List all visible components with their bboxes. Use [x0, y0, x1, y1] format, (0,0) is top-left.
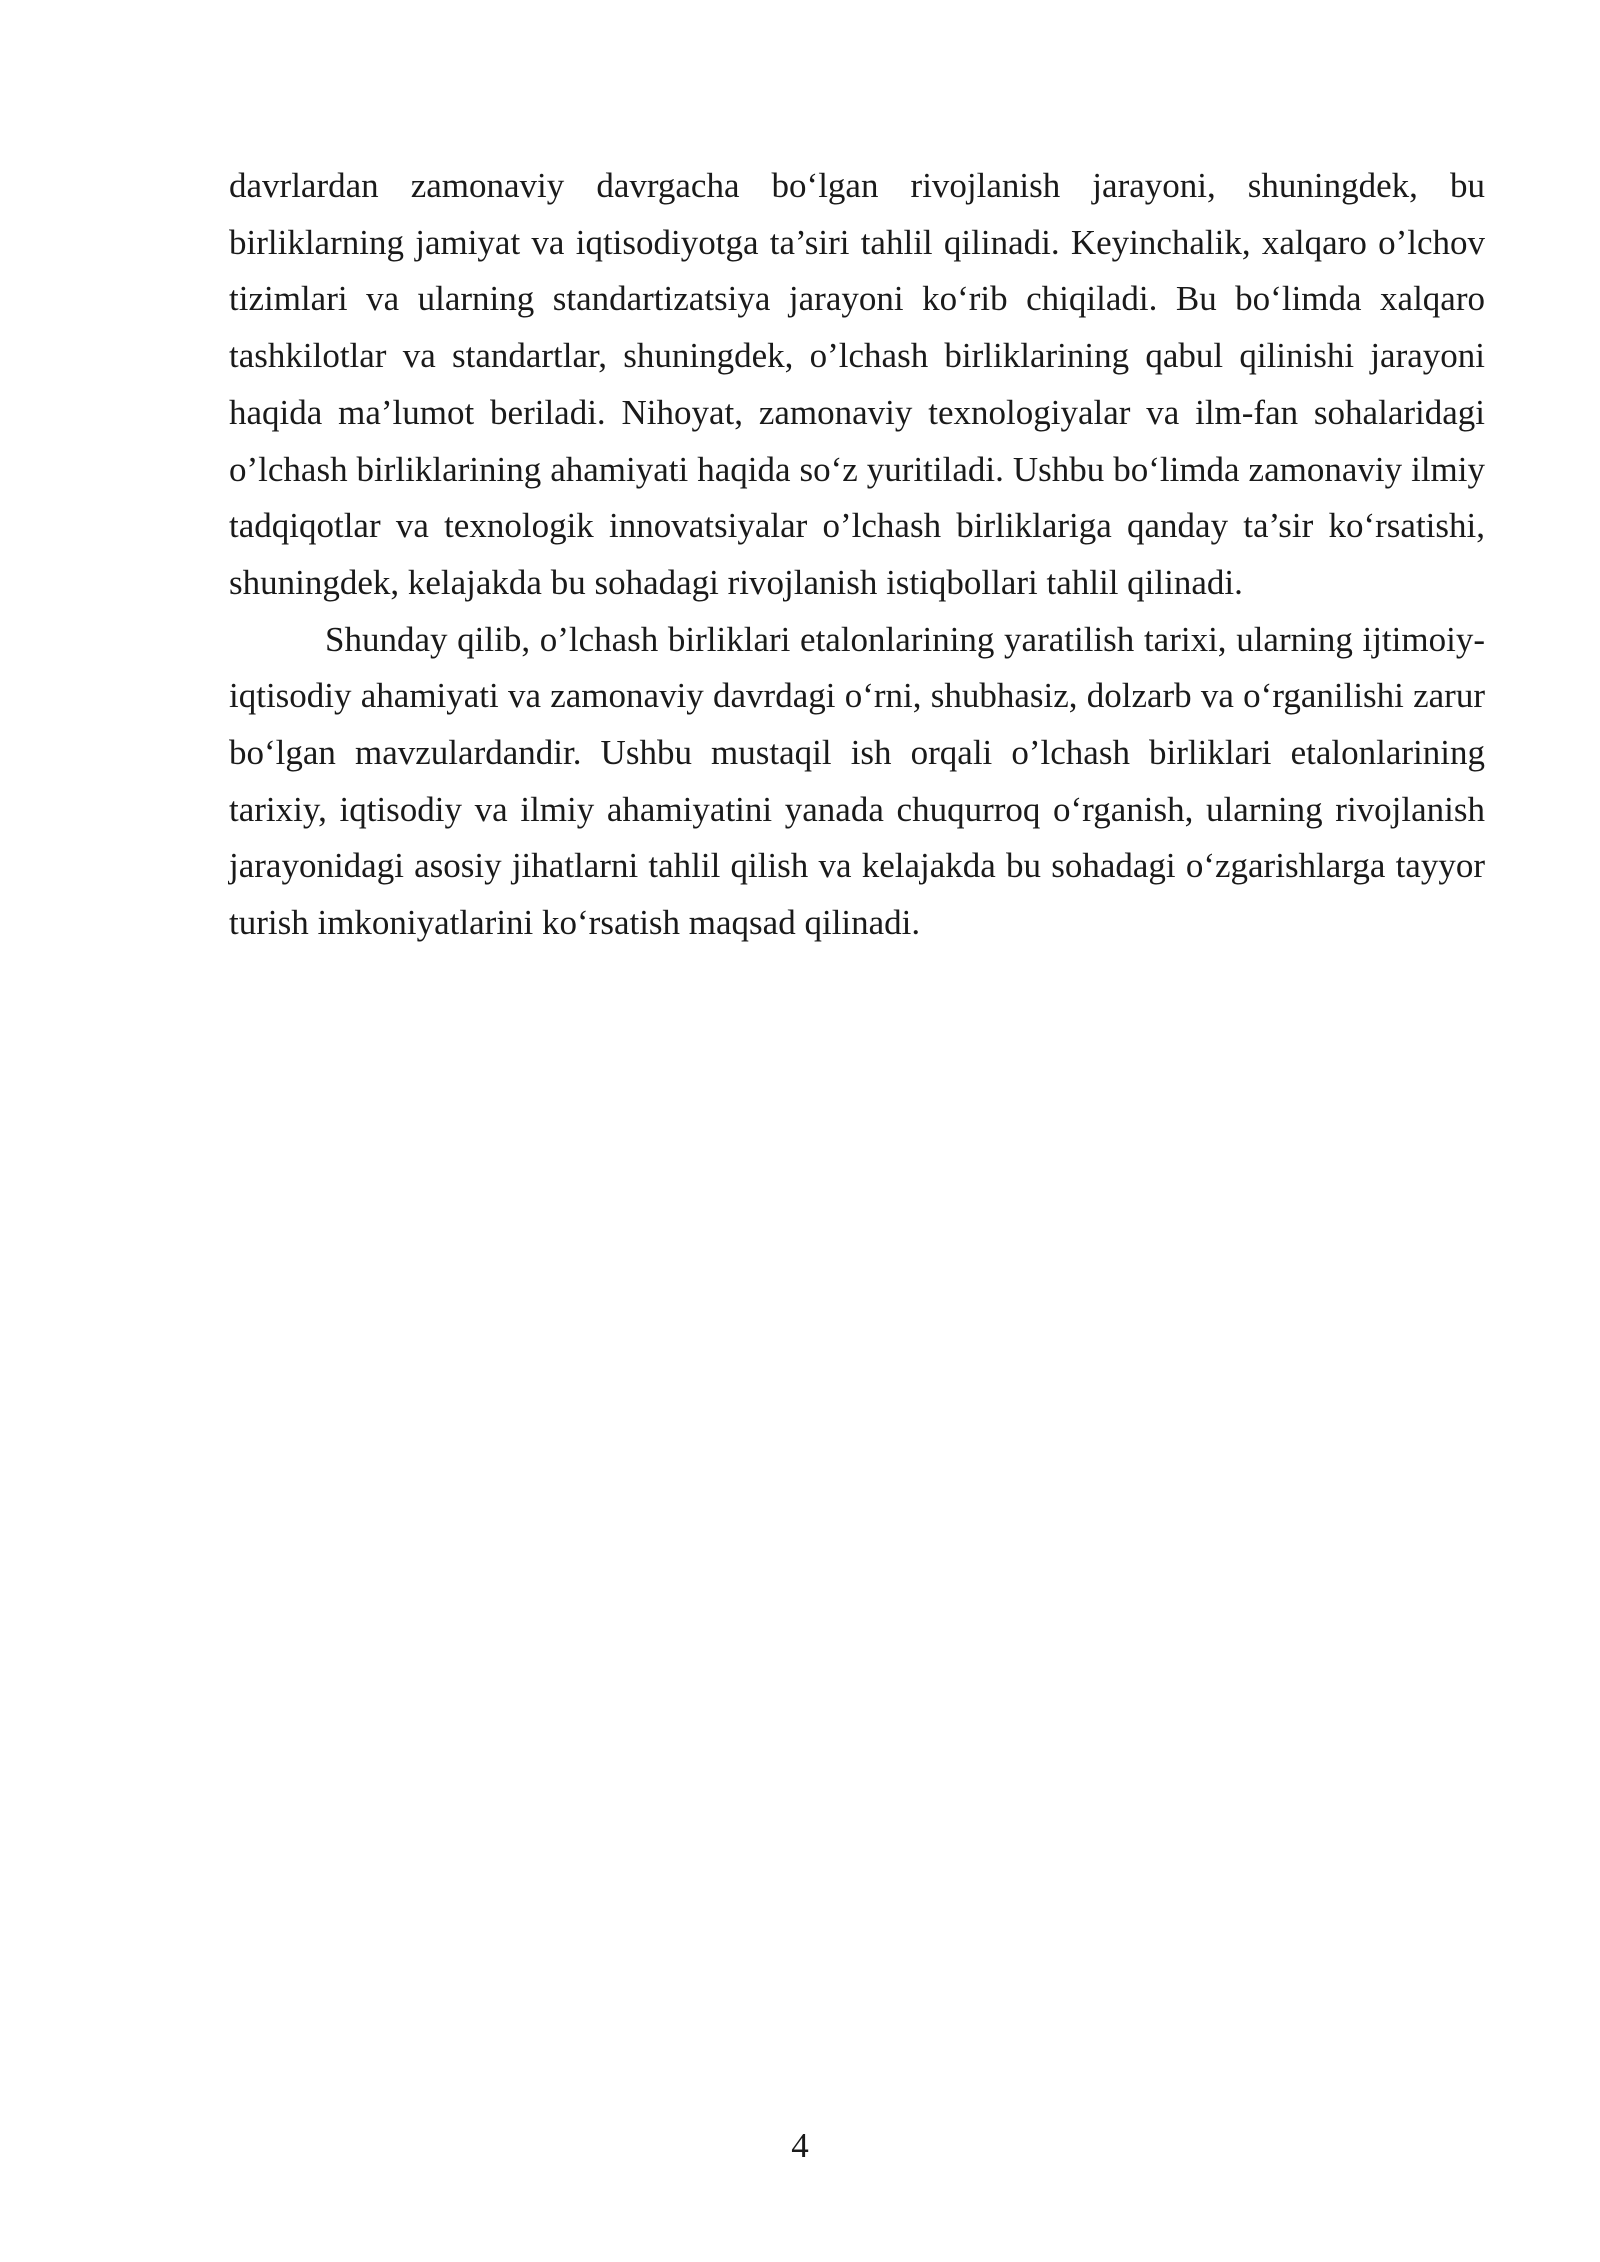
page-number: 4 — [791, 2126, 809, 2165]
paragraph-continuation: davrlardan zamonaviy davrgacha bo‘lgan rivojlanish jarayoni, shuningdek, bu birliklarning jamiyat va iqtisodiyotga ta’siri tahlil qilinadi. Keyinchalik, xalqaro o’lchov tizimlari va ularning standartizatsiya jarayoni ko‘rib chiqiladi. Bu bo‘limda xalqaro tashkilotlar va standartlar, shuningdek, o’lchash birliklarining qabul qilinishi jarayoni haqida ma’lumot beriladi. Nihoyat, zamonaviy texnologiyalar va ilm-fan sohalaridagi o’lchash birliklarining ahamiyati haqida so‘z yuritiladi. Ushbu bo‘limda zamonaviy ilmiy tadqiqotlar va texnologik innovatsiyalar o’lchash birliklariga qanday ta’sir ko‘rsatishi, shuningdek, kelajakda bu sohadagi rivojlanish istiqbollari tahlil qilinadi. — [229, 166, 1485, 602]
body-text — [229, 158, 1485, 952]
paragraph-conclusion: Shunday qilib, o’lchash birliklari etalonlarining yaratilish tarixi, ularning ijtimoiy-iqtisodiy ahamiyati va zamonaviy davrdagi o‘rni, shubhasiz, dolzarb va o‘rganilishi zarur bo‘lgan mavzulardandir. Ushbu mustaqil ish orqali o’lchash birliklari etalonlarining tarixiy, iqtisodiy va ilmiy ahamiyatini yanada chuqurroq o‘rganish, ularning rivojlanish jarayonidagi asosiy jihatlarni tahlil qilish va kelajakda bu sohadagi o‘zgarishlarga tayyor turish imkoniyatlarini ko‘rsatish maqsad qilinadi. — [229, 619, 1485, 943]
